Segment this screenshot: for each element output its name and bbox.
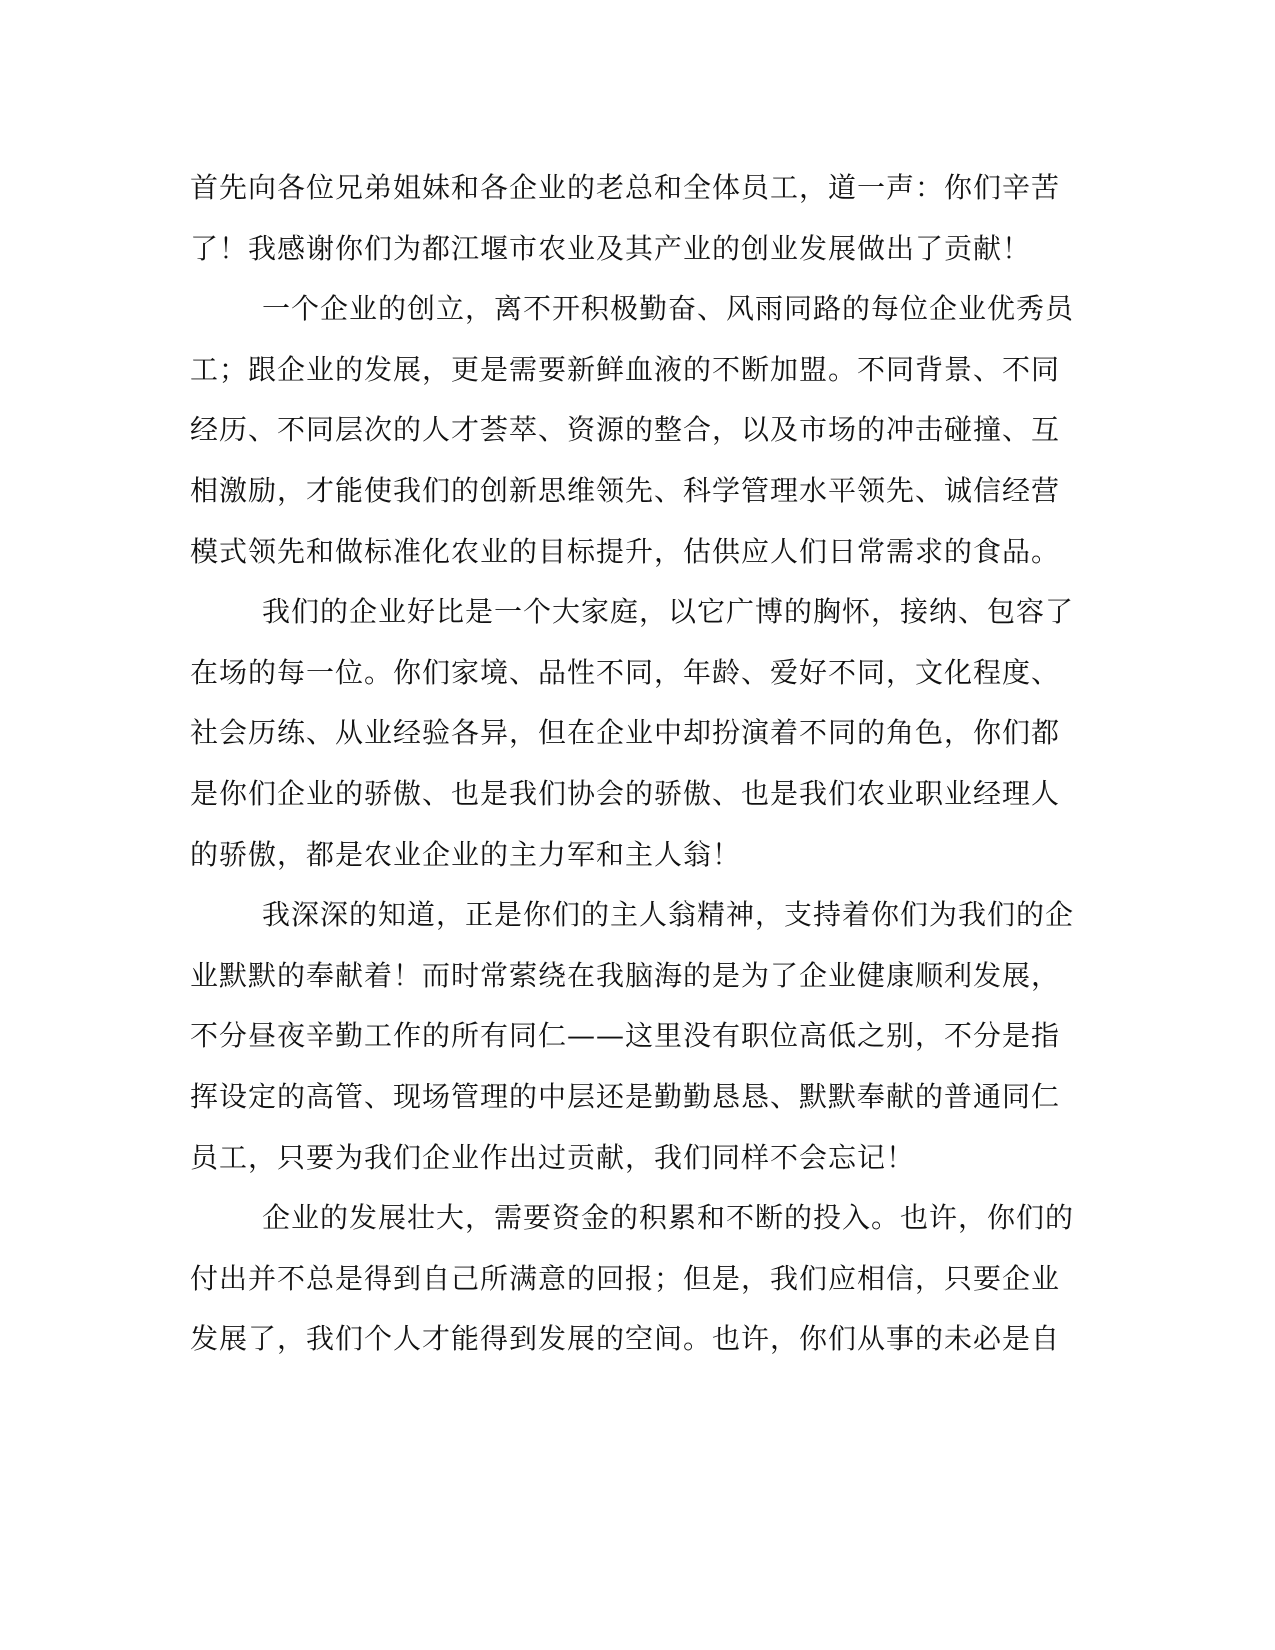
text-line: 模式领先和做标准化农业的目标提升，估供应人们日常需求的食品。 (190, 534, 1061, 568)
document-body (190, 158, 1090, 1370)
text-line: 我深深的知道，正是你们的主人翁精神，支持着你们为我们的企 (262, 898, 1075, 932)
text-line: 不分昼夜辛勤工作的所有同仁——这里没有职位高低之别，不分是指 (190, 1019, 1061, 1053)
text-line: 发展了，我们个人才能得到发展的空间。也许，你们从事的未必是自 (190, 1322, 1061, 1356)
text-line: 业默默的奉献着！而时常萦绕在我脑海的是为了企业健康顺利发展， (190, 958, 1061, 992)
text-line: 了！我感谢你们为都江堰市农业及其产业的创业发展做出了贡献！ (190, 231, 1032, 265)
text-line: 挥设定的高管、现场管理的中层还是勤勤恳恳、默默奉献的普通同仁 (190, 1079, 1061, 1113)
text-line: 员工，只要为我们企业作出过贡献，我们同样不会忘记！ (190, 1140, 916, 1174)
text-line: 我们的企业好比是一个大家庭，以它广博的胸怀，接纳、包容了 (262, 595, 1075, 629)
text-line: 一个企业的创立，离不开积极勤奋、风雨同路的每位企业优秀员 (262, 292, 1075, 326)
text-line: 工；跟企业的发展，更是需要新鲜血液的不断加盟。不同背景、不同 (190, 352, 1061, 386)
text-line: 社会历练、从业经验各异，但在企业中却扮演着不同的角色，你们都 (190, 716, 1061, 750)
text-line: 经历、不同层次的人才荟萃、资源的整合，以及市场的冲击碰撞、互 (190, 413, 1061, 447)
text-line: 首先向各位兄弟姐妹和各企业的老总和全体员工，道一声：你们辛苦 (190, 171, 1061, 204)
text-line: 企业的发展壮大，需要资金的积累和不断的投入。也许，你们的 (262, 1201, 1075, 1235)
text-line: 相激励，才能使我们的创新思维领先、科学管理水平领先、诚信经营 (190, 473, 1061, 507)
text-line: 的骄傲，都是农业企业的主力军和主人翁！ (190, 837, 742, 871)
text-line: 付出并不总是得到自己所满意的回报；但是，我们应相信，只要企业 (190, 1261, 1061, 1295)
text-line: 是你们企业的骄傲、也是我们协会的骄傲、也是我们农业职业经理人 (190, 776, 1061, 810)
text-line: 在场的每一位。你们家境、品性不同，年龄、爱好不同，文化程度、 (190, 655, 1061, 689)
